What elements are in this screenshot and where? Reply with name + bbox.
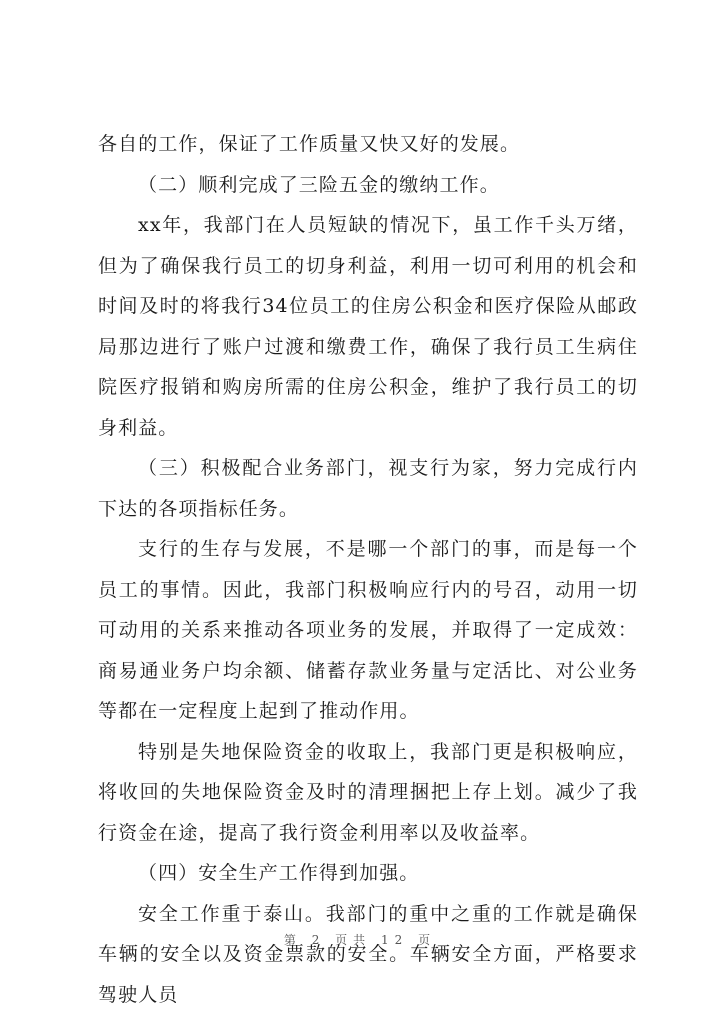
paragraph: 特别是失地保险资金的收取上，我部门更是积极响应，将收回的失地保险资金及时的清理捆把上存上划。减少了我行资金在途，提高了我行资金利用率以及收益率。 <box>98 740 638 844</box>
document-body <box>98 124 638 1015</box>
paragraph: 安全工作重于泰山。我部门的重中之重的工作就是确保车辆的安全以及资金票款的安全。车辆安全方面，严格要求驾驶人员 <box>98 902 638 1006</box>
section-heading-4: （四）安全生产工作得到加强。 <box>138 862 420 884</box>
section-heading-3: （三）积极配合业务部门，视支行为家，努力完成行内下达的各项指标任务。 <box>98 457 638 520</box>
paragraph: xx年，我部门在人员短缺的情况下，虽工作千头万绪，但为了确保我行员工的切身利益，利用一切可利用的机会和时间及时的将我行34位员工的住房公积金和医疗保险从邮政局那边进行了账户过渡和缴费工作，确保了我行员工生病住院医疗报销和购房所需的住房公积金，维护了我行员工的切身利益。 <box>98 214 638 439</box>
paragraph-continuation: 各自的工作，保证了工作质量又快又好的发展。 <box>98 133 521 155</box>
page-number-footer: 第 2 页共 12 页 <box>283 933 437 947</box>
section-heading-2: （二）顺利完成了三险五金的缴纳工作。 <box>138 173 500 196</box>
paragraph: 支行的生存与发展，不是哪一个部门的事，而是每一个员工的事情。因此，我部门积极响应行内的号召，动用一切可动用的关系来推动各项业务的发展，并取得了一定成效：商易通业务户均余额、储蓄存款业务量与定活比、对公业务等都在一定程度上起到了推动作用。 <box>98 538 638 722</box>
